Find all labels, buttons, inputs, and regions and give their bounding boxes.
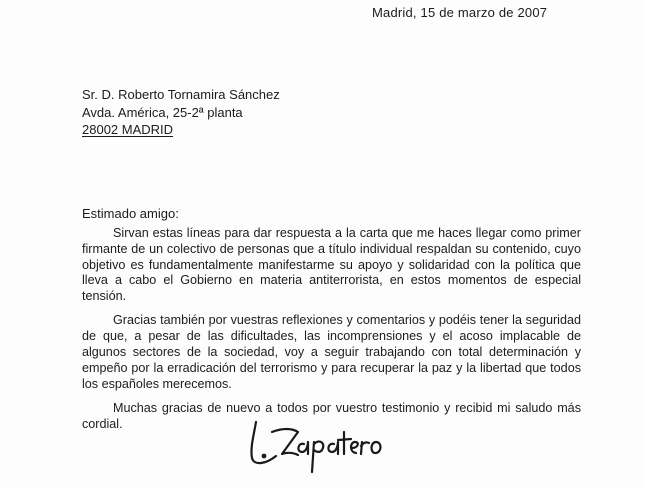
recipient-name: Sr. D. Roberto Tornamira Sánchez: [82, 87, 280, 102]
paragraph-2: Gracias también por vuestras reflexiones y comentarios y podéis tener la seguridad de que, a pesar de las dificultades, las incomprensiones y el acoso implacable de algunos sectores de la sociedad, voy a seguir trabajando con total determinación y empeño por la erradicación del terrorismo y para recuperar la paz y la libertad que todos los españoles merecemos.: [82, 313, 581, 391]
letter-body: [82, 226, 581, 441]
paragraph-1: Sirvan estas líneas para dar respuesta a la carta que me haces llegar como primer firmante de un colectivo de personas que a título individual respaldan su contenido, cuyo objetivo es fundamentalmente manifestarme su apoyo y solidaridad con la política que lleva a cabo el Gobierno en materia antiterrorista, en estos momentos de especial tensión.: [82, 226, 581, 304]
recipient-address: [82, 86, 280, 139]
salutation: Estimado amigo:: [82, 206, 179, 221]
letter-date: Madrid, 15 de marzo de 2007: [372, 5, 548, 20]
signature-drawing: [238, 414, 388, 484]
handwritten-signature: [238, 414, 388, 484]
recipient-city: 28002 MADRID: [82, 122, 174, 137]
paragraph-3: Muchas gracias de nuevo a todos por vuestro testimonio y recibid mi saludo más cordial.: [82, 400, 581, 431]
recipient-street: Avda. América, 25-2ª planta: [82, 104, 243, 120]
